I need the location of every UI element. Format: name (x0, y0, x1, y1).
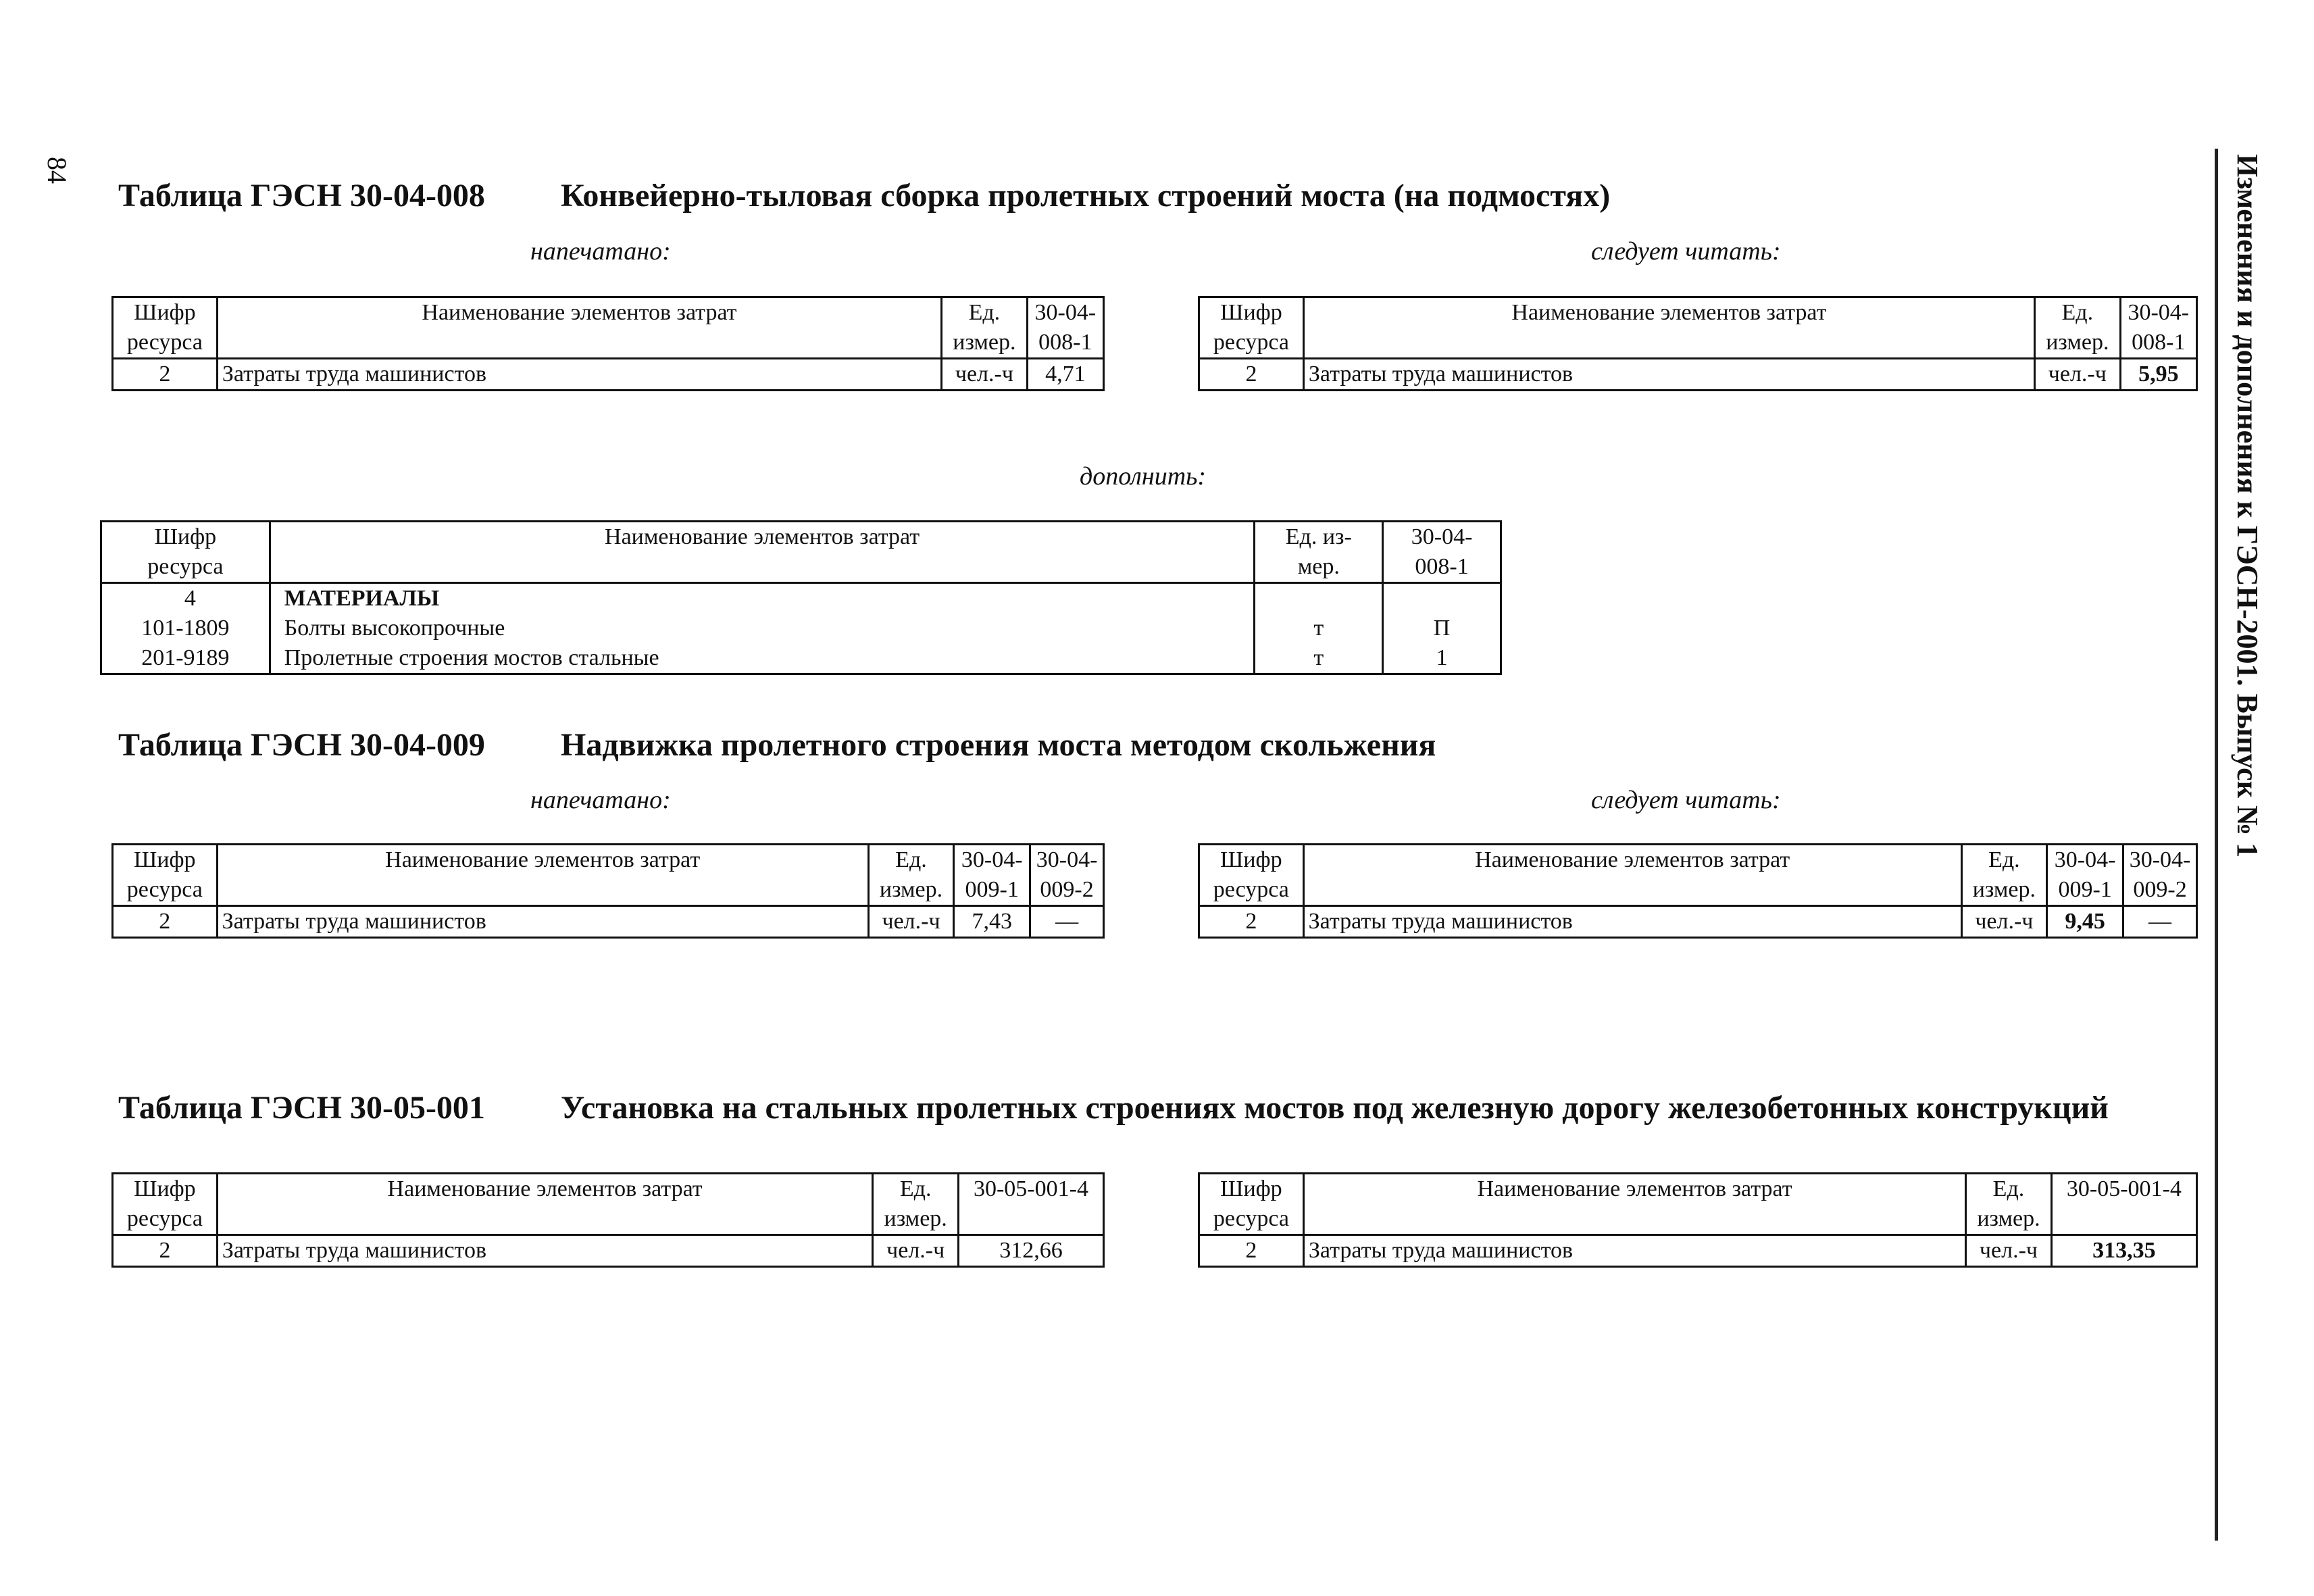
table-row (101, 614, 1501, 643)
cell-value: 313,35 (2051, 1235, 2196, 1267)
table-row (1199, 906, 2197, 938)
t3-title-name: Установка на стальных пролетных строениях мостов под железную дорогу железобетонных конструкций (561, 1090, 2109, 1126)
table-row (1199, 359, 2197, 391)
header-name: Наименование элементов затрат (217, 297, 941, 359)
cell-code: 2 (113, 1235, 218, 1267)
t2-printed-label: напечатано: (530, 786, 671, 814)
cell-unit: чел.-ч (873, 1235, 959, 1267)
cell-unit: т (1255, 643, 1383, 674)
t1-add-label: дополнить: (1080, 462, 1207, 491)
cell-name: Болты высокопрочные (270, 614, 1255, 643)
table-header-row (1199, 1174, 2197, 1235)
header-norm-1: 30-04- 009-1 (954, 845, 1030, 906)
cell-unit: чел.-ч (1966, 1235, 2052, 1267)
header-code: Шифр ресурса (1199, 845, 1304, 906)
side-title-text: Изменения и дополнения к ГЭСН-2001. Выпуск № 1 (2231, 154, 2264, 858)
cell-value: 4,71 (1027, 359, 1103, 391)
table-row (101, 583, 1501, 614)
cell-unit (1255, 583, 1383, 614)
header-norm: 30-04- 008-1 (1383, 522, 1501, 583)
cell-code: 2 (113, 359, 218, 391)
t3-title-code: Таблица ГЭСН 30-05-001 (118, 1090, 485, 1126)
header-unit: Ед. из- мер. (1255, 522, 1383, 583)
cell-value: П (1383, 614, 1501, 643)
t2-title-name: Надвижка пролетного строения моста методом скольжения (561, 727, 1436, 763)
header-name: Наименование элементов затрат (217, 1174, 873, 1235)
header-unit: Ед. измер. (868, 845, 953, 906)
table-header-row (1199, 297, 2197, 359)
header-name: Наименование элементов затрат (1303, 1174, 1965, 1235)
cell-value-1: 7,43 (954, 906, 1030, 938)
t1-read-as-label: следует читать: (1591, 237, 1781, 266)
cell-value: 1 (1383, 643, 1501, 674)
header-unit: Ед. измер. (1961, 845, 2046, 906)
table-header-row (1199, 845, 2197, 906)
header-name: Наименование элементов затрат (1303, 297, 2034, 359)
cell-name: Затраты труда машинистов (1303, 359, 2034, 391)
page-number: 84 (42, 157, 72, 184)
header-norm-1: 30-04- 009-1 (2047, 845, 2123, 906)
header-name: Наименование элементов затрат (217, 845, 868, 906)
header-norm: 30-05-001-4 (958, 1174, 1103, 1235)
cell-code: 4 (101, 583, 270, 614)
t1-printed-table (111, 296, 1105, 391)
cell-code: 101-1809 (101, 614, 270, 643)
header-unit: Ед. измер. (1966, 1174, 2052, 1235)
table-header-row (113, 1174, 1104, 1235)
table-header-row (113, 297, 1104, 359)
header-unit: Ед. измер. (873, 1174, 959, 1235)
header-norm: 30-04- 008-1 (2120, 297, 2196, 359)
table-header-row (101, 522, 1501, 583)
cell-unit: чел.-ч (942, 359, 1028, 391)
header-unit: Ед. измер. (2035, 297, 2121, 359)
cell-code: 2 (1199, 1235, 1304, 1267)
cell-unit: т (1255, 614, 1383, 643)
header-code: Шифр ресурса (113, 297, 218, 359)
t3-correct-table (1198, 1172, 2198, 1268)
table-row (113, 1235, 1104, 1267)
t1-correct-table (1198, 296, 2198, 391)
header-code: Шифр ресурса (113, 845, 218, 906)
cell-name: Затраты труда машинистов (217, 1235, 873, 1267)
header-code: Шифр ресурса (1199, 1174, 1304, 1235)
cell-name: Пролетные строения мостов стальные (270, 643, 1255, 674)
cell-code: 2 (1199, 906, 1304, 938)
t3-printed-table (111, 1172, 1105, 1268)
cell-value: 5,95 (2120, 359, 2196, 391)
cell-value (1383, 583, 1501, 614)
t2-read-as-label: следует читать: (1591, 786, 1781, 814)
cell-name: МАТЕРИАЛЫ (270, 583, 1255, 614)
table-row (113, 359, 1104, 391)
cell-value-2: — (1030, 906, 1104, 938)
cell-name: Затраты труда машинистов (217, 906, 868, 938)
cell-value: 312,66 (958, 1235, 1103, 1267)
t1-title-name: Конвейерно-тыловая сборка пролетных строений моста (на подмостях) (561, 178, 1611, 214)
side-divider (2215, 149, 2218, 1541)
header-norm: 30-05-001-4 (2051, 1174, 2196, 1235)
table-header-row (113, 845, 1104, 906)
t2-title-code: Таблица ГЭСН 30-04-009 (118, 727, 485, 763)
cell-name: Затраты труда машинистов (217, 359, 941, 391)
cell-code: 2 (1199, 359, 1304, 391)
header-norm-2: 30-04- 009-2 (1030, 845, 1104, 906)
header-name: Наименование элементов затрат (270, 522, 1255, 583)
t1-heading (118, 177, 485, 214)
cell-unit: чел.-ч (1961, 906, 2046, 938)
cell-code: 201-9189 (101, 643, 270, 674)
t2-correct-table (1198, 843, 2198, 939)
cell-code: 2 (113, 906, 218, 938)
side-title (2230, 154, 2270, 858)
table-row (101, 643, 1501, 674)
header-code: Шифр ресурса (113, 1174, 218, 1235)
t1-printed-label: напечатано: (530, 237, 671, 266)
cell-unit: чел.-ч (868, 906, 953, 938)
cell-name: Затраты труда машинистов (1303, 906, 1961, 938)
table-row (113, 906, 1104, 938)
t2-printed-table (111, 843, 1105, 939)
header-norm: 30-04- 008-1 (1027, 297, 1103, 359)
t1-add-table (100, 520, 1502, 675)
header-norm-2: 30-04- 009-2 (2123, 845, 2197, 906)
cell-value-1: 9,45 (2047, 906, 2123, 938)
cell-unit: чел.-ч (2035, 359, 2121, 391)
cell-value-2: — (2123, 906, 2197, 938)
header-code: Шифр ресурса (101, 522, 270, 583)
cell-name: Затраты труда машинистов (1303, 1235, 1965, 1267)
t1-title-code: Таблица ГЭСН 30-04-008 (118, 178, 485, 214)
header-code: Шифр ресурса (1199, 297, 1304, 359)
header-name: Наименование элементов затрат (1303, 845, 1961, 906)
header-unit: Ед. измер. (942, 297, 1028, 359)
table-row (1199, 1235, 2197, 1267)
